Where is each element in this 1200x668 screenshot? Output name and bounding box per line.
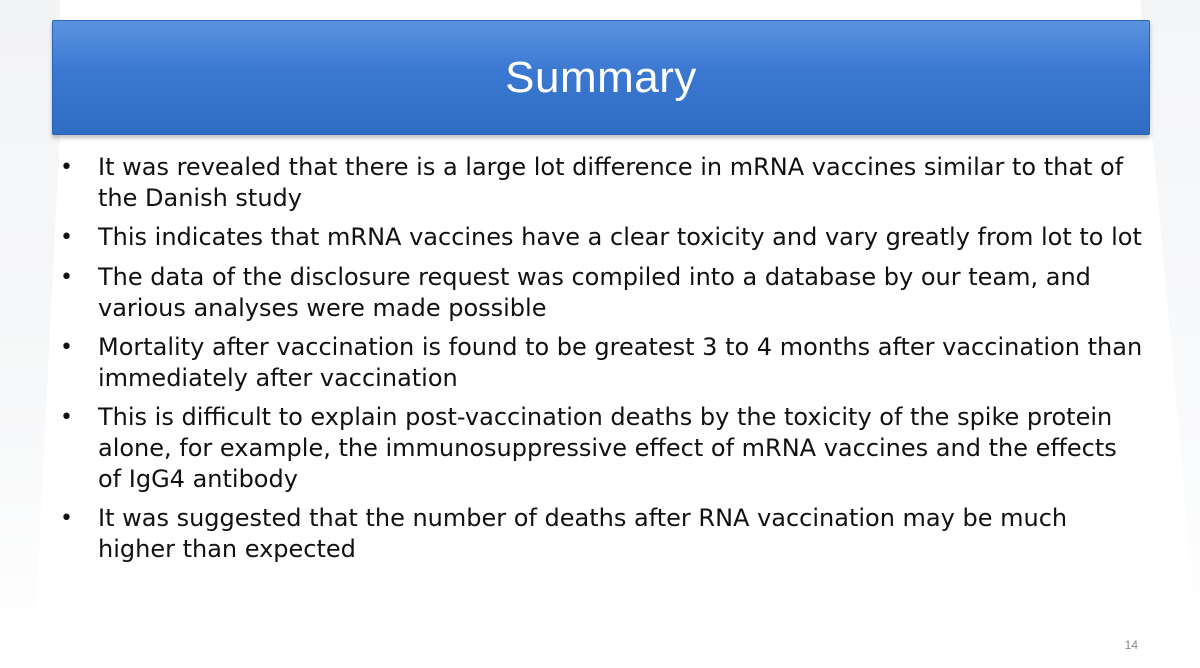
page-number: 14 bbox=[1124, 638, 1138, 652]
bullet-dot-icon: • bbox=[60, 506, 73, 531]
bullet-item bbox=[58, 222, 1143, 254]
bullet-item bbox=[58, 262, 1143, 324]
bullet-text: Mortality after vaccination is found to be greatest 3 to 4 months after vaccination than immediately after vaccination bbox=[98, 333, 1143, 392]
bullet-item bbox=[58, 152, 1143, 214]
bullet-item bbox=[58, 332, 1143, 394]
bullet-dot-icon: • bbox=[60, 405, 73, 430]
bullet-dot-icon: • bbox=[60, 265, 73, 290]
bullet-list bbox=[58, 152, 1143, 573]
bullet-dot-icon: • bbox=[60, 225, 73, 250]
background-shape-left bbox=[0, 0, 60, 668]
bullet-item bbox=[58, 503, 1143, 565]
title-bar bbox=[52, 20, 1150, 135]
bullet-text: It was suggested that the number of deaths after RNA vaccination may be much higher than expected bbox=[98, 504, 1068, 563]
bullet-item bbox=[58, 402, 1143, 495]
bullet-dot-icon: • bbox=[60, 335, 73, 360]
bullet-text: It was revealed that there is a large lot difference in mRNA vaccines similar to that of the Danish study bbox=[98, 153, 1124, 212]
bullet-text: This is difficult to explain post-vaccination deaths by the toxicity of the spike protein alone, for example, the immunosuppressive effect of mRNA vaccines and the effects of IgG4 antibody bbox=[98, 403, 1117, 493]
bullet-dot-icon: • bbox=[60, 155, 73, 180]
bullet-text: The data of the disclosure request was compiled into a database by our team, and various analyses were made possible bbox=[98, 263, 1091, 322]
slide-title: Summary bbox=[505, 52, 697, 102]
bullet-text: This indicates that mRNA vaccines have a clear toxicity and vary greatly from lot to lot bbox=[98, 223, 1142, 251]
